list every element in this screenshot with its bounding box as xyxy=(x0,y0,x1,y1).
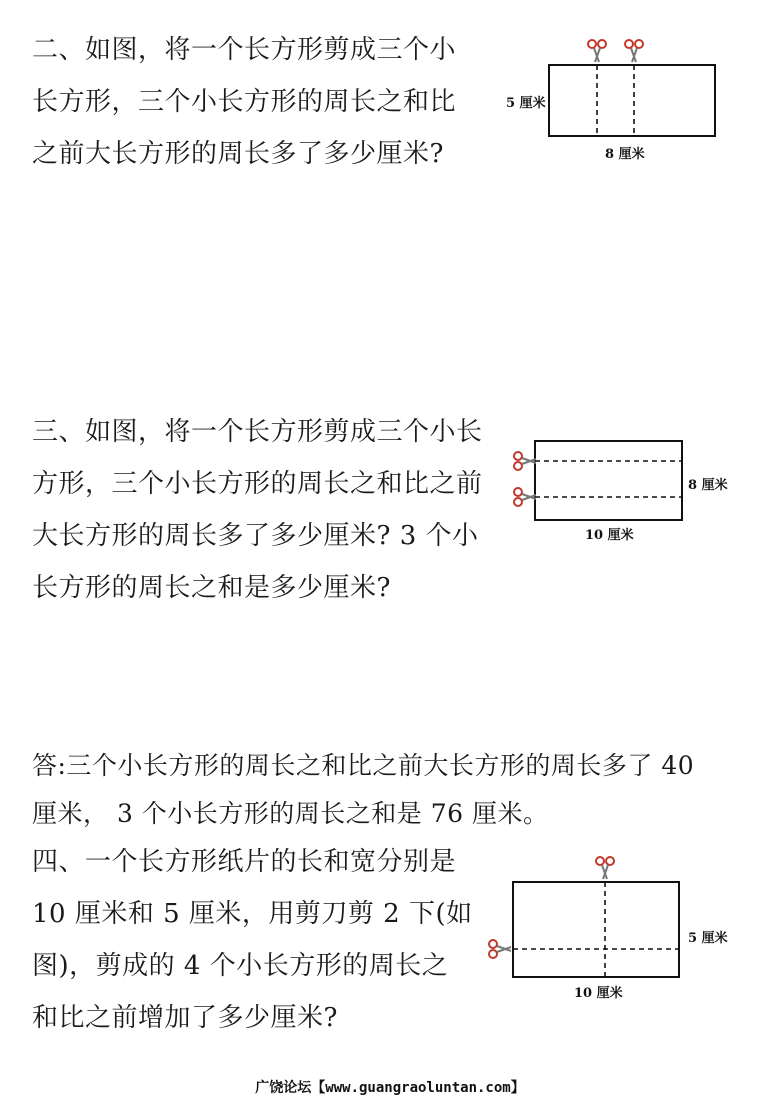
question-2-rectangle xyxy=(549,65,715,136)
question-3-text xyxy=(32,406,483,614)
question-4-text xyxy=(32,836,473,1044)
question-2-height-label: 5 厘米 xyxy=(506,96,546,111)
scissors-icon xyxy=(588,40,606,62)
answer-line: 厘米， 3 个小长方形的周长之和是 76 厘米。 xyxy=(32,799,549,828)
scissors-icon xyxy=(489,940,511,958)
question-4-line: 和比之前增加了多少厘米? xyxy=(32,1003,338,1033)
scissors-icon xyxy=(625,40,643,62)
question-4-line: 四、一个长方形纸片的长和宽分别是 xyxy=(32,847,457,877)
question-2-text xyxy=(32,24,456,180)
answer-line: 答:三个小长方形的周长之和比之前大长方形的周长多了 40 xyxy=(32,751,695,780)
question-3-line: 三、如图，将一个长方形剪成三个小长 xyxy=(32,417,483,447)
scissors-icon xyxy=(596,857,614,879)
question-2-line: 二、如图，将一个长方形剪成三个小 xyxy=(32,35,457,65)
question-3-width-label: 10 厘米 xyxy=(585,528,634,543)
question-3-line: 方形，三个小长方形的周长之和比之前 xyxy=(32,469,483,499)
question-4-rectangle xyxy=(513,882,679,977)
footer-watermark: 广饶论坛【www.guangraoluntan.com】 xyxy=(255,1080,525,1096)
question-2-line: 之前大长方形的周长多了多少厘米? xyxy=(32,139,444,169)
question-4-width-label: 10 厘米 xyxy=(574,986,623,1001)
question-4-line: 10 厘米和 5 厘米，用剪刀剪 2 下(如 xyxy=(32,899,473,929)
question-3-line: 长方形的周长之和是多少厘米? xyxy=(32,573,391,603)
scissors-icon xyxy=(514,488,536,506)
question-4-line: 图)，剪成的 4 个小长方形的周长之 xyxy=(32,951,449,981)
question-2-figure xyxy=(549,38,719,148)
question-3-height-label: 8 厘米 xyxy=(688,478,728,493)
question-2-width-label: 8 厘米 xyxy=(605,147,645,162)
scissors-icon xyxy=(514,452,536,470)
question-2-line: 长方形，三个小长方形的周长之和比 xyxy=(32,87,457,117)
answer-text xyxy=(32,742,694,838)
question-4-figure xyxy=(485,855,685,980)
question-3-figure xyxy=(510,440,690,525)
question-3-rectangle xyxy=(535,441,682,520)
question-4-height-label: 5 厘米 xyxy=(688,931,728,946)
question-3-line: 大长方形的周长多了多少厘米? 3 个小 xyxy=(32,521,479,551)
